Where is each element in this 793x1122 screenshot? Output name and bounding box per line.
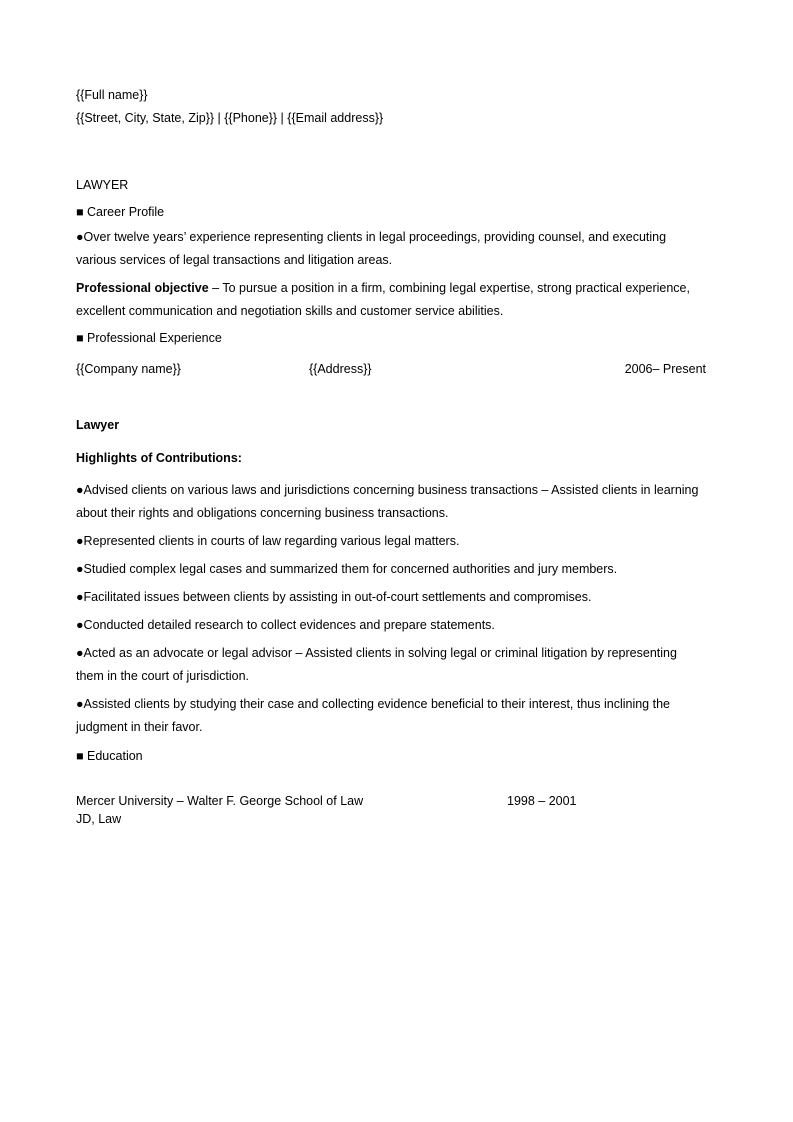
objective-label: Professional objective xyxy=(76,281,209,295)
company-name: {{Company name}} xyxy=(76,362,181,376)
highlight-item: ●Advised clients on various laws and jurisdictions concerning business transactions – Assisted clients in learning about their rights and obligations concerning business transactions. xyxy=(76,483,699,520)
company-address: {{Address}} xyxy=(309,362,372,376)
degree: JD, Law xyxy=(76,812,122,826)
career-profile-heading: ■ Career Profile xyxy=(76,205,165,219)
education-row xyxy=(76,793,706,809)
experience-dates: 2006– Present xyxy=(624,362,706,376)
highlight-item: ●Acted as an advocate or legal advisor – Assisted clients in solving legal or criminal litigation by representing them in the court of jurisdiction. xyxy=(76,646,677,683)
highlight-item: ●Studied complex legal cases and summarized them for concerned authorities and jury members. xyxy=(76,562,618,576)
career-summary: ●Over twelve years’ experience representing clients in legal proceedings, providing counsel, and executing various services of legal transactions and litigation areas. xyxy=(76,230,667,267)
professional-objective xyxy=(76,277,708,323)
role-title: Lawyer xyxy=(76,418,120,432)
highlight-item: ●Assisted clients by studying their case and collecting evidence beneficial to their interest, thus inclining the judgment in their favor. xyxy=(76,697,670,734)
resume-title: LAWYER xyxy=(76,178,129,192)
education-dates: 1998 – 2001 xyxy=(507,794,577,808)
experience-heading: ■ Professional Experience xyxy=(76,331,222,345)
education-heading: ■ Education xyxy=(76,749,143,763)
objective-text: – To pursue a position in a firm, combining legal expertise, strong practical experience, excellent communication and negotiation skills and customer service abilities. xyxy=(76,281,690,318)
highlights-heading: Highlights of Contributions: xyxy=(76,451,242,465)
contact-line: {{Street, City, State, Zip}} | {{Phone}} | {{Email address}} xyxy=(76,111,384,125)
experience-row xyxy=(76,361,706,377)
highlight-item: ●Facilitated issues between clients by assisting in out-of-court settlements and compromises. xyxy=(76,590,592,604)
school-name: Mercer University – Walter F. George School of Law xyxy=(76,794,364,808)
full-name: {{Full name}} xyxy=(76,88,148,102)
highlight-item: ●Represented clients in courts of law regarding various legal matters. xyxy=(76,534,460,548)
highlight-item: ●Conducted detailed research to collect evidences and prepare statements. xyxy=(76,618,495,632)
